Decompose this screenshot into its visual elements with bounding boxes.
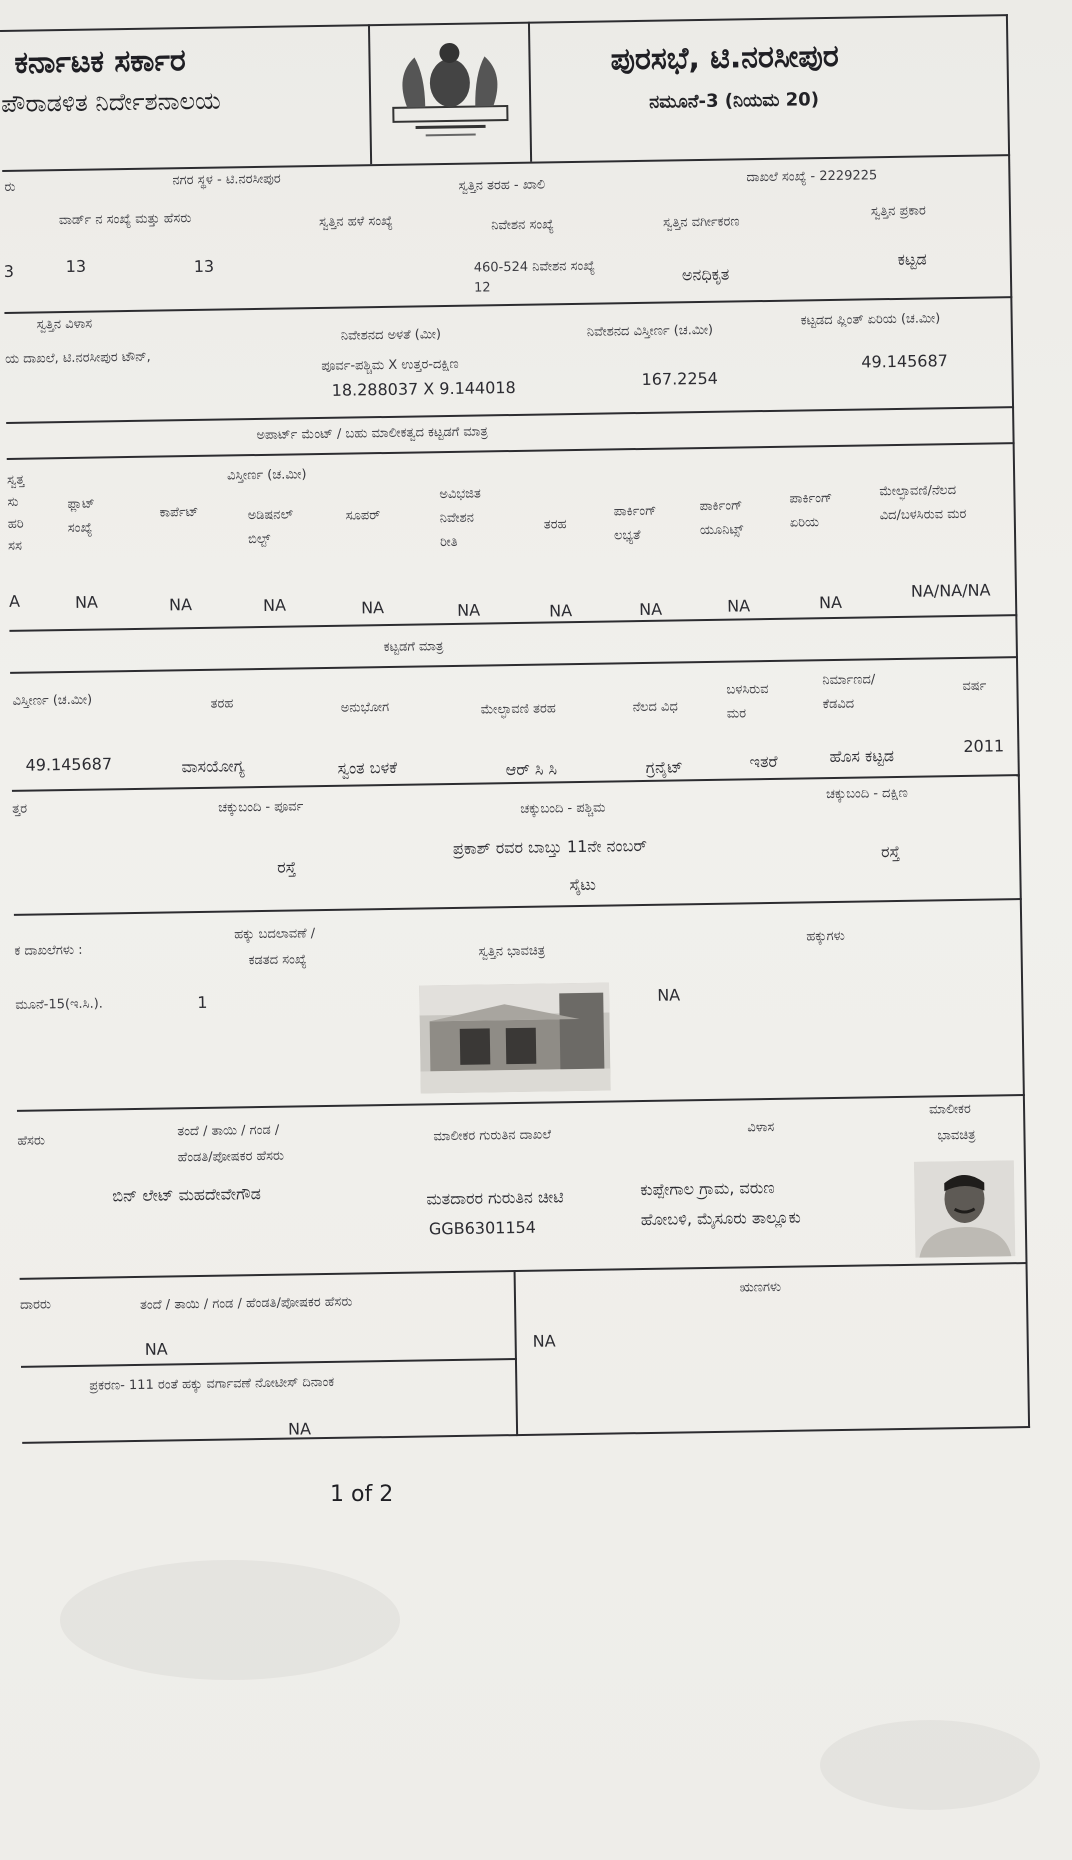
building-construction: ಹೊಸ ಕಟ್ಟಡ [829, 746, 895, 767]
boundary-north-header: ತ್ತರ [12, 801, 28, 817]
holder-parent-header: ತಂದೆ / ತಾಯಿ / ಗಂಡ / ಹೆಂಡತಿ/ಪೋಷಕರ ಹೆಸರು [139, 1294, 353, 1313]
additional-built-header: ಅಡಿಷನಲ್ ಬಿಲ್ಟ್ [247, 507, 294, 548]
paper-stain [60, 1560, 400, 1680]
apartment-value: NA [726, 596, 751, 616]
building-wood-header: ಬಳಸಿರುವ ಮರ [726, 682, 769, 722]
notice-value: NA [287, 1419, 312, 1439]
holder-parent-value: NA [144, 1339, 168, 1359]
row-border [7, 442, 1015, 460]
property-photo-header: ಸ್ವತ್ತಿನ ಭಾವಚಿತ್ರ [478, 943, 546, 960]
loans-header: ಋಣಗಳು [739, 1279, 782, 1296]
building-area: 49.145687 [25, 754, 113, 775]
apartment-edge-header: ಸ್ವತ್ತ ಸು ಹರಿ ಸಸ [6, 472, 25, 554]
rights-change-value: 1 [197, 992, 208, 1013]
owner-id-header: ಮಾಲೀಕರ ಗುರುತಿನ ದಾಖಲೆ [433, 1127, 552, 1145]
owner-address-header: ವಿಳಾಸ [747, 1119, 775, 1136]
owner-id-number: GGB6301154 [428, 1217, 537, 1239]
flat-number-header: ಫ್ಲಾಟ್ ಸಂಖ್ಯೆ [67, 496, 95, 536]
apartment-value: NA [457, 600, 481, 620]
form-number: ನಮೂನೆ-3 (ನಿಯಮ 20) [649, 89, 820, 113]
plinth-area-label: ಕಟ್ಟಡದ ಪ್ಲಿಂತ್ ಏರಿಯ (ಚ.ಮೀ) [800, 311, 941, 329]
site-number: 460-524 ನಿವೇಶನ ಸಂಖ್ಯೆ 12 [473, 258, 596, 296]
category-label: ಸ್ವತ್ತಿನ ವರ್ಗೀಕರಣ [662, 214, 740, 231]
municipality-name: ಪುರಸಭೆ, ಟಿ.ನರಸೀಪುರ [610, 38, 839, 78]
govt-title: ಕರ್ನಾಟಕ ಸರ್ಕಾರ [14, 43, 187, 81]
undivided-share-header: ಅವಿಭಜಿತ ನಿವೇಶನ ರೀತಿ [439, 486, 481, 551]
site-dimension-label: ನಿವೇಶನದ ಅಳತೆ (ಮೀ) [340, 327, 442, 344]
building-area-header: ವಿಸ್ತೀರ್ಣ (ಚ.ಮೀ) [12, 692, 93, 709]
entry-number-label: ದಾಖಲೆ ಸಂಖ್ಯೆ - 2229225 [746, 168, 878, 186]
row2-edge-value: 3 [3, 261, 15, 281]
apartment-value: NA [74, 592, 99, 612]
paper-stain [820, 1720, 1040, 1810]
owner-id-type: ಮತದಾರರ ಗುರುತಿನ ಚೀಟಿ [426, 1187, 564, 1209]
old-property-number-label: ಸ್ವತ್ತಿನ ಹಳೆ ಸಂಖ್ಯೆ [318, 213, 393, 231]
apartment-value: NA [360, 598, 385, 618]
boundary-west-line2: ಸೈಟು [569, 874, 596, 895]
building-type-header: ತರಹ [210, 696, 234, 712]
loans-value: NA [532, 1331, 556, 1351]
property-type-label: ಸ್ವತ್ತಿನ ತರಹ - ಖಾಲಿ [458, 177, 546, 194]
city-label: ನಗರ ಸ್ಥಳ - ಟಿ.ನರಸೀಪುರ [172, 171, 281, 189]
boundary-east: ರಸ್ತೆ [277, 857, 297, 877]
boundary-south: ರಸ್ತೆ [880, 841, 901, 862]
apartment-value: NA [639, 599, 663, 620]
building-year: 2011 [963, 736, 1005, 756]
row-border [6, 406, 1014, 424]
apartment-value: NA [168, 595, 193, 615]
owner-parent-header: ತಂದೆ / ತಾಯಿ / ಗಂಡ / ಹೆಂಡತಿ/ಪೋಷಕರ ಹೆಸರು [177, 1122, 285, 1166]
building-usage-header: ಅನುಭೋಗ [340, 699, 390, 716]
directorate-name: ಪೌರಾಡಳಿತ ನಿರ್ದೇಶನಾಲಯ [0, 86, 221, 118]
site-dimension-value: 18.288037 X 9.144018 [331, 377, 516, 400]
building-usage: ಸ್ವಂತ ಬಳಕೆ [337, 757, 398, 778]
row-border [14, 898, 1022, 916]
property-kind: ಕಟ್ಟಡ [897, 249, 927, 269]
site-number-label: ನಿವೇಶನ ಸಂಖ್ಯೆ [491, 217, 555, 234]
roof-floor-header: ಮೇಲ್ಛಾವಣಿ/ನೆಲದ ವಿದ/ಬಳಸಿರುವ ಮರ [879, 483, 967, 524]
row-border [9, 614, 1017, 632]
apartment-value: NA [549, 601, 573, 621]
property-photo [419, 983, 611, 1094]
site-area-value: 167.2254 [641, 368, 719, 389]
owner-photo [914, 1160, 1015, 1258]
ward-number: 13 [65, 256, 87, 276]
rights-value: NA [657, 985, 681, 1005]
apartment-value: A [8, 591, 21, 611]
building-roof: ಆರ್ ಸಿ ಸಿ [505, 759, 558, 780]
building-floor-header: ನೆಲದ ವಿಧ [632, 699, 678, 716]
rights-form-reference: ಮೂನೆ-15(ಇ.ಸಿ.). [15, 996, 103, 1013]
building-wood: ಇತರೆ [749, 751, 778, 772]
row-border [21, 1358, 517, 1368]
apartment-section-title: ಅಪಾರ್ಟ್ ಮೆಂಟ್ / ಬಹು ಮಾಲೀಕತ್ವದ ಕಟ್ಟಡಗೆ ಮಾತ್ರ [256, 424, 488, 444]
parking-allocation-header: ಪಾರ್ಕಿಂಗ್ ಲಭ್ಯತೆ [613, 503, 657, 544]
boundary-east-header: ಚಕ್ಕುಬಂದಿ - ಪೂರ್ವ [218, 799, 304, 816]
parking-units-header: ಪಾರ್ಕಿಂಗ್ ಯೂನಿಟ್ಸ್ [699, 498, 744, 539]
apartment-value: NA [262, 595, 287, 615]
ward-name: 13 [193, 256, 215, 276]
property-document [0, 14, 1072, 1470]
boundary-west-header: ಚಕ್ಕುಬಂದಿ - ಪಶ್ಚಿಮ [520, 800, 606, 817]
apartment-value: NA/NA/NA [910, 580, 991, 601]
building-type: ವಾಸಯೋಗ್ಯ [181, 756, 245, 777]
building-floor: ಗ್ರನೈಟ್ [645, 757, 684, 777]
owner-photo-header: ಮಾಲೀಕರ ಭಾವಚಿತ್ರ [928, 1101, 976, 1144]
owner-name-header: ಹೆಸರು [17, 1133, 46, 1149]
rights-header: ಹಕ್ಕುಗಳು [806, 928, 845, 945]
state-emblem-icon [384, 34, 516, 146]
apartment-area-header: ವಿಸ್ತೀರ್ಣ (ಚ.ಮೀ) [226, 467, 307, 484]
building-year-header: ವರ್ಷ [962, 678, 987, 694]
property-address: ಯ ದಾಖಲೆ, ಟಿ.ನರಸೀಪುರ ಟೌನ್, [5, 349, 151, 367]
owner-address-line2: ಹೋಬಳಿ, ಮೈಸೂರು ತಾಲ್ಲೂಕು [640, 1207, 801, 1230]
header-divider-left [368, 24, 372, 164]
super-area-header: ಸೂಪರ್ [345, 508, 381, 524]
row-border [17, 1094, 1025, 1112]
carpet-area-header: ಕಾರ್ಪೆಟ್ [159, 504, 199, 521]
building-construction-header: ನಿರ್ಮಾಣದ/ ಕೆಡವಿದ [822, 672, 876, 713]
holder-header: ದಾರರು [19, 1297, 52, 1313]
ward-label: ವಾರ್ಡ್ ನ ಸಂಖ್ಯೆ ಮತ್ತು ಹೆಸರು [58, 211, 192, 229]
parking-area-header: ಪಾರ್ಕಿಂಗ್ ಏರಿಯ [789, 490, 833, 531]
site-area-label: ನಿವೇಶನದ ವಿಸ್ತೀರ್ಣ (ಚ.ಮೀ) [586, 322, 714, 340]
page-number: 1 of 2 [330, 1482, 394, 1507]
plinth-area-value: 49.145687 [861, 351, 948, 372]
property-kind-label: ಸ್ವತ್ತಿನ ಪ್ರಕಾರ [870, 203, 926, 220]
header-divider-right [528, 22, 532, 162]
rights-documents-header: ಕ ದಾಖಲೆಗಳು : [14, 942, 83, 959]
rights-change-header: ಹಕ್ಕು ಬದಲಾವಣೆ / ಕಡತದ ಸಂಖ್ಯೆ [234, 926, 316, 969]
apartment-type-header: ತರಹ [543, 517, 567, 533]
apartment-value: NA [818, 592, 843, 613]
owner-parent-name: ಬಿನ್ ಲೇಟ್ ಮಹದೇವೇಗೌಡ [112, 1184, 261, 1206]
owner-address-line1: ಕುಪ್ಪೇಗಾಲ ಗ್ರಾಮ, ವರುಣ [640, 1177, 775, 1200]
building-section-title: ಕಟ್ಟಡಗೆ ಮಾತ್ರ [383, 639, 444, 656]
address-label: ಸ್ವತ್ತಿನ ವಿಳಾಸ [36, 316, 93, 333]
row-border [4, 296, 1012, 314]
building-roof-header: ಮೇಲ್ಛಾವಣಿ ತರಹ [480, 701, 556, 718]
site-dimension-direction: ಪೂರ್ವ-ಪಶ್ಚಿಮ X ಉತ್ತರ-ದಕ್ಷಿಣ [321, 356, 459, 374]
row-border [20, 1262, 1028, 1280]
notice-header: ಪ್ರಕರಣ- 111 ರಂತೆ ಹಕ್ಕು ವರ್ಗಾವಣೆ ನೋಟೀಸ್ ದಿನಾಂಕ [89, 1374, 335, 1394]
boundary-south-header: ಚಕ್ಕುಬಂದಿ - ದಕ್ಷಿಣ [825, 785, 908, 803]
row1-edge-label: ರು [4, 179, 16, 195]
boundary-west-line1: ಪ್ರಕಾಶ್ ರವರ ಬಾಬ್ತು 11ನೇ ನಂಬರ್ [452, 835, 648, 858]
property-category: ಅನಧಿಕೃತ [681, 264, 730, 285]
document-bottom-border [22, 1426, 1030, 1444]
holder-divider [514, 1270, 519, 1436]
